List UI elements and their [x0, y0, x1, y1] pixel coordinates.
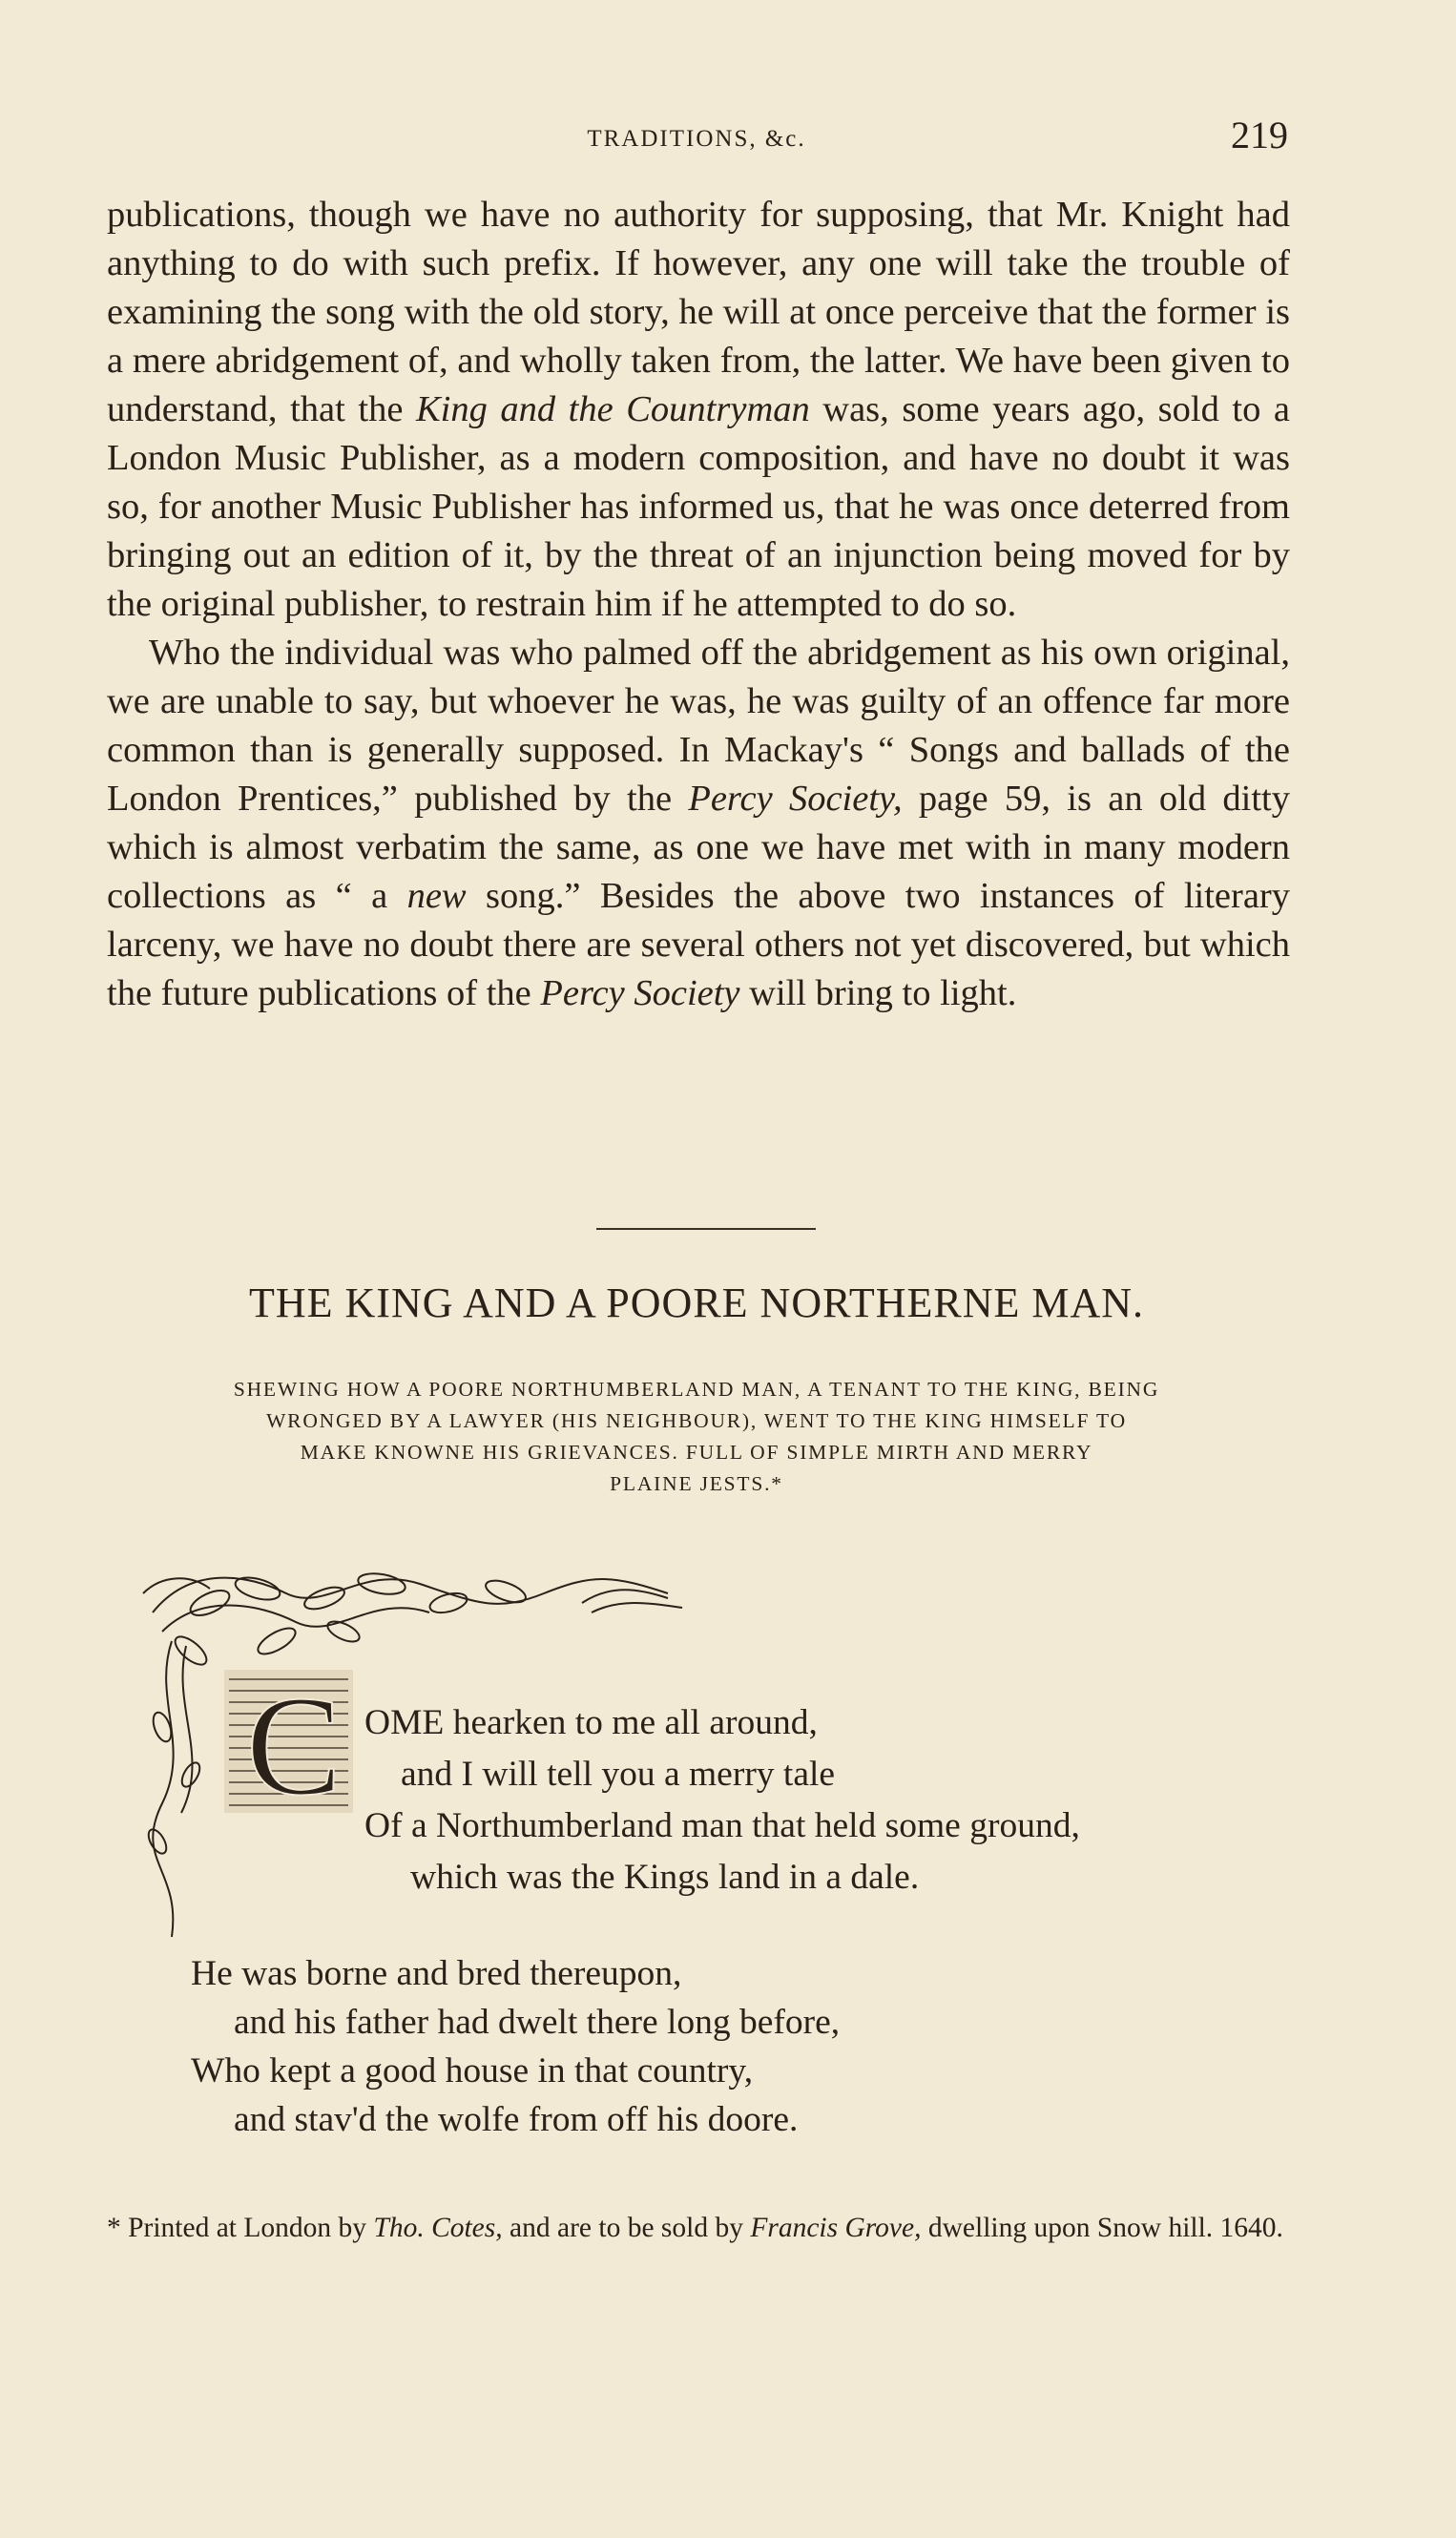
subtitle-line: WRONGED BY A LAWYER (HIS NEIGHBOUR), WENT TO THE KING HIMSELF TO	[266, 1409, 1127, 1432]
subtitle-line: MAKE KNOWNE HIS GRIEVANCES. FULL OF SIMPLE MIRTH AND MERRY	[300, 1441, 1093, 1464]
verse-line: He was borne and bred thereupon,	[191, 1954, 682, 1993]
footnote	[107, 2206, 1290, 2250]
subtitle-line: PLAINE JESTS.*	[610, 1472, 783, 1495]
subtitle-line: SHEWING HOW A POORE NORTHUMBERLAND MAN, A TENANT TO THE KING, BEING	[233, 1378, 1160, 1401]
body-text	[107, 191, 1290, 1018]
section-divider-rule	[596, 1228, 816, 1230]
paragraph-1-text-b: was, some years ago, sold to a London Music Publisher, as a modern composition, and have no doubt it was so, for another Music Publisher has informed us, that he was once deterred from bringing out an edition of it, by the threat of an injunction being moved for by the original publisher, to restrain him if he attempted to do so.	[107, 389, 1290, 624]
paragraph-2-text-b: page 59, is an old ditty which is almost verbatim the same, as one we have met with in many modern collections as “ a	[107, 779, 1290, 916]
verse-line: and stav'd the wolfe from off his doore.	[234, 2100, 799, 2139]
ballad-subtitle	[105, 1374, 1288, 1500]
page-header	[105, 113, 1288, 160]
paragraph-1	[107, 191, 1290, 629]
ballad-title: THE KING AND A POORE NORTHERNE MAN.	[248, 1279, 1145, 1326]
printer-name: Tho. Cotes,	[373, 2213, 503, 2243]
new-word: new	[406, 876, 467, 916]
paragraph-2	[107, 629, 1290, 1018]
seller-name: Francis Grove,	[750, 2213, 922, 2243]
paragraph-2-text-a: Who the individual was who palmed off the abridgement as his own original, we are unable to say, but whoever he was, he was guilty of an offence far more common than is generally supposed. In Mackay's “ Songs and ballads of the London Prentices,” published by the	[107, 633, 1290, 819]
percy-society-ref-2: Percy Society	[540, 973, 740, 1013]
paragraph-1-text-a: publications, though we have no authority for supposing, that Mr. Knight had anything to do with such prefix. If however, any one will take the trouble of examining the song with the old story, he will at once perceive that the former is a mere abridgement of, and wholly taken from, the latter. We have been given to understand, that the	[107, 195, 1290, 429]
page-number: 219	[1231, 114, 1288, 156]
verse-line: Who kept a good house in that country,	[191, 2051, 754, 2091]
drop-cap-letter: C	[246, 1667, 343, 1825]
footnote-text-b: and are to be sold by	[502, 2213, 751, 2243]
verse-line: OME hearken to me all around,	[364, 1703, 818, 1742]
verse-line: which was the Kings land in a dale.	[410, 1858, 920, 1897]
footnote-text-a: * Printed at London by	[107, 2213, 374, 2243]
footnote-text-c: dwelling upon Snow hill. 1640.	[921, 2213, 1283, 2243]
verse-line: and his father had dwelt there long before,	[234, 2003, 841, 2042]
verse-line: Of a Northumberland man that held some ground,	[364, 1806, 1080, 1845]
paragraph-2-text-c: song.” Besides the above two instances of literary larceny, we have no doubt there are several others not yet discovered, but which the future publications of the	[107, 876, 1291, 1013]
paragraph-2-text-d: will bring to light.	[739, 973, 1017, 1013]
running-head: TRADITIONS, &c.	[587, 126, 806, 152]
verse-line: and I will tell you a merry tale	[401, 1755, 836, 1794]
song-title-king-and-countryman: King and the Countryman	[415, 389, 810, 429]
percy-society-ref-1: Percy Society,	[688, 779, 903, 819]
